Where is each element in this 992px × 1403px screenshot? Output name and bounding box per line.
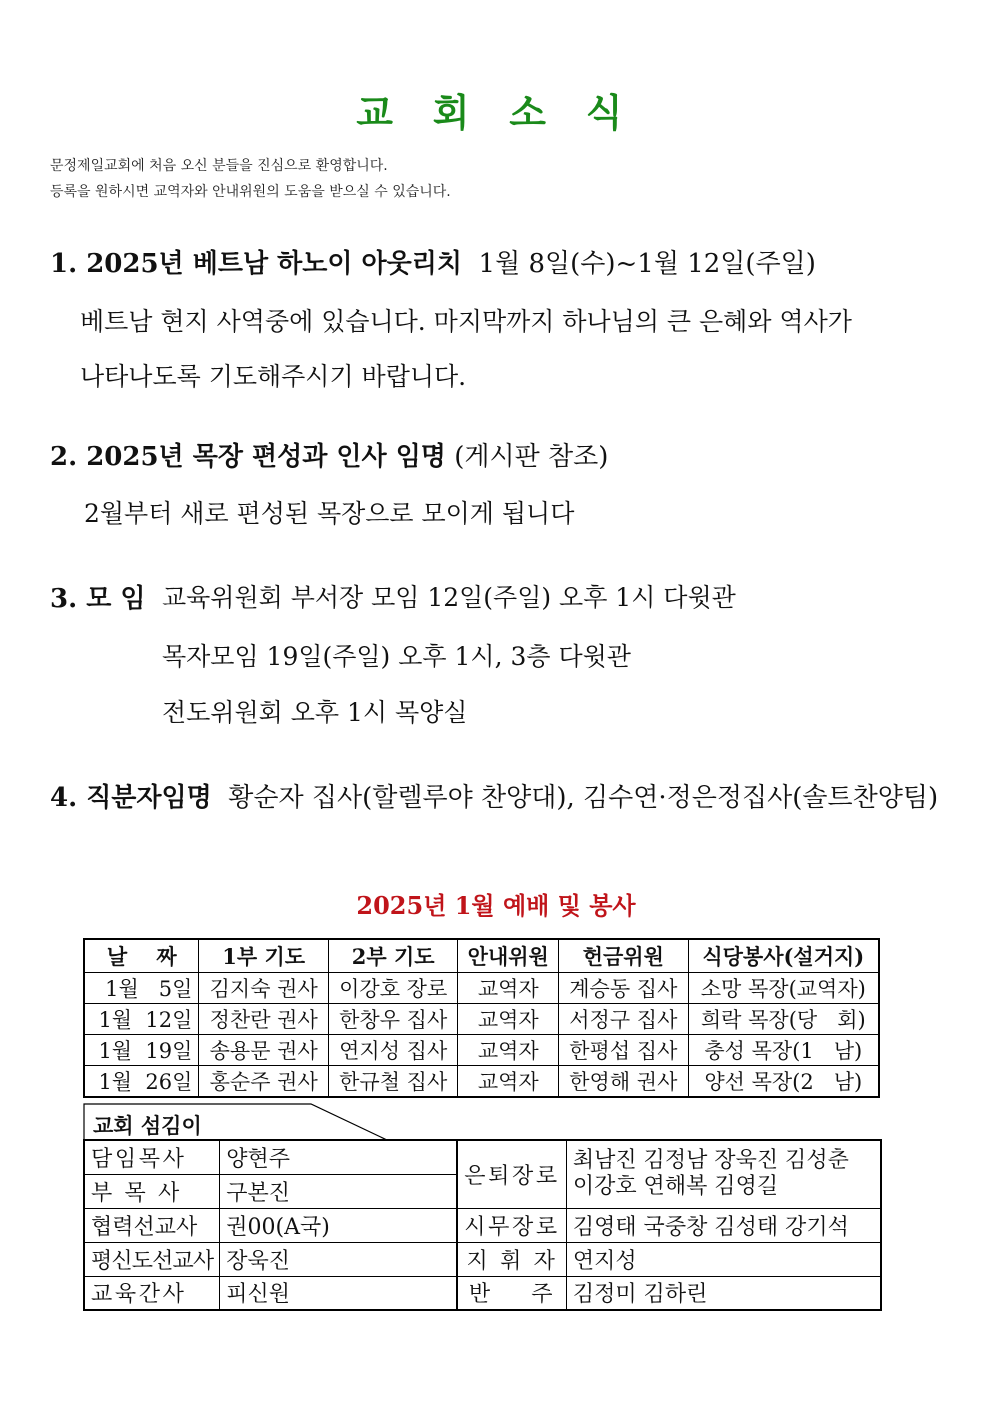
- item-3-title: 3. 모 임: [50, 584, 146, 614]
- item-1-line-2: 나타나도록 기도해주시기 바랍니다.: [80, 362, 467, 391]
- staff-tab-label: 교회 섬김이: [93, 1113, 202, 1138]
- row-prayer-2: 한창우 집사: [328, 1004, 457, 1035]
- row-prayer-1: 송용문 권사: [199, 1035, 328, 1066]
- item-4-heading: [50, 777, 938, 814]
- page-title: 교 회 소 식: [356, 90, 636, 135]
- row-kitchen: 희락 목장(당 회): [688, 1004, 879, 1035]
- schedule-title: 2025년 1월 예배 및 봉사: [356, 891, 636, 920]
- row-usher: 교역자: [458, 1066, 559, 1098]
- col-prayer-2: 2부 기도: [328, 939, 457, 973]
- table-row: [84, 973, 879, 1004]
- staff-label: 교육간사: [84, 1276, 220, 1310]
- staff-label: 평신도선교사: [84, 1242, 220, 1276]
- schedule-table: [83, 938, 880, 1098]
- item-1-date: 1월 8일(수)~1월 12일(주일): [462, 249, 816, 279]
- item-2-heading: [50, 436, 608, 473]
- staff-value: [566, 1140, 881, 1208]
- row-kitchen: 소망 목장(교역자): [688, 973, 879, 1004]
- col-prayer-1: 1부 기도: [199, 939, 328, 973]
- staff-label: 협력선교사: [84, 1208, 220, 1242]
- staff-label: 시무장로: [457, 1208, 566, 1242]
- item-1-line-1: 베트남 현지 사역중에 있습니다. 마지막까지 하나님의 큰 은혜와 역사가: [80, 307, 852, 336]
- staff-label: 부 목 사: [84, 1174, 220, 1208]
- item-2-title: 2. 2025년 목장 편성과 인사 임명: [50, 442, 446, 472]
- item-1-title: 1. 2025년 베트남 하노이 아웃리치: [50, 249, 462, 279]
- row-usher: 교역자: [458, 973, 559, 1004]
- row-prayer-1: 김지숙 권사: [199, 973, 328, 1004]
- item-3-line-1: 교육위원회 부서장 모임 12일(주일) 오후 1시 다윗관: [162, 583, 736, 612]
- row-kitchen: 양선 목장(2 남): [688, 1066, 879, 1098]
- row-prayer-2: 한규철 집사: [328, 1066, 457, 1098]
- row-offering: 서정구 집사: [559, 1004, 688, 1035]
- row-usher: 교역자: [458, 1035, 559, 1066]
- row-prayer-2: 연지성 집사: [328, 1035, 457, 1066]
- registration-text: 등록을 원하시면 교역자와 안내위원의 도움을 받으실 수 있습니다.: [50, 184, 451, 200]
- staff-row: [84, 1140, 881, 1174]
- table-row: [84, 1066, 879, 1098]
- item-3-line-2: 목자모임 19일(주일) 오후 1시, 3층 다윗관: [162, 642, 631, 671]
- staff-value: 연지성: [566, 1242, 881, 1276]
- staff-table: [83, 1139, 882, 1311]
- staff-label: 반 주: [457, 1276, 566, 1310]
- col-usher: 안내위원: [458, 939, 559, 973]
- col-kitchen: 식당봉사(설거지): [688, 939, 879, 973]
- item-3-line-3: 전도위원회 오후 1시 목양실: [162, 698, 468, 727]
- row-offering: 계승동 집사: [559, 973, 688, 1004]
- row-date: 1월 5일: [84, 973, 199, 1004]
- table-row: [84, 1004, 879, 1035]
- item-1-heading: [50, 243, 816, 280]
- row-kitchen: 충성 목장(1 남): [688, 1035, 879, 1066]
- row-prayer-1: 정찬란 권사: [199, 1004, 328, 1035]
- item-2-line-1: 2월부터 새로 편성된 목장으로 모이게 됩니다: [84, 499, 575, 528]
- col-date: 날 짜: [84, 939, 199, 973]
- staff-value: 장욱진: [220, 1242, 458, 1276]
- item-3-heading: [50, 578, 145, 615]
- item-4-text: 황순자 집사(할렐루야 찬양대), 김수연·정은정집사(솔트찬양팀): [211, 783, 939, 813]
- row-date: 1월 26일: [84, 1066, 199, 1098]
- staff-value: 구본진: [220, 1174, 458, 1208]
- staff-value: 권00(A국): [220, 1208, 458, 1242]
- staff-row: [84, 1242, 881, 1276]
- row-date: 1월 12일: [84, 1004, 199, 1035]
- row-offering: 한평섭 집사: [559, 1035, 688, 1066]
- welcome-text: 문정제일교회에 처음 오신 분들을 진심으로 환영합니다.: [50, 158, 388, 174]
- retired-elders-line-2: 이강호 연해복 김영길: [572, 1174, 779, 1200]
- col-offering: 헌금위원: [559, 939, 688, 973]
- staff-value: 김정미 김하린: [566, 1276, 881, 1310]
- staff-label: 담임목사: [84, 1140, 220, 1174]
- staff-value: 양현주: [220, 1140, 458, 1174]
- row-usher: 교역자: [458, 1004, 559, 1035]
- item-2-note: (게시판 참조): [445, 442, 609, 472]
- row-date: 1월 19일: [84, 1035, 199, 1066]
- staff-row: [84, 1276, 881, 1310]
- staff-label: 지 휘 자: [457, 1242, 566, 1276]
- staff-value: 김영태 국중창 김성태 강기석: [566, 1208, 881, 1242]
- staff-row: [84, 1208, 881, 1242]
- staff-label: 은퇴장로: [457, 1140, 566, 1208]
- staff-value: 피신원: [220, 1276, 458, 1310]
- row-prayer-2: 이강호 장로: [328, 973, 457, 1004]
- row-offering: 한영해 권사: [559, 1066, 688, 1098]
- table-row: [84, 1035, 879, 1066]
- row-prayer-1: 홍순주 권사: [199, 1066, 328, 1098]
- schedule-header-row: [84, 939, 879, 973]
- retired-elders-line-1: 최남진 김정남 장욱진 김성춘: [572, 1148, 849, 1174]
- item-4-title: 4. 직분자임명: [50, 783, 212, 813]
